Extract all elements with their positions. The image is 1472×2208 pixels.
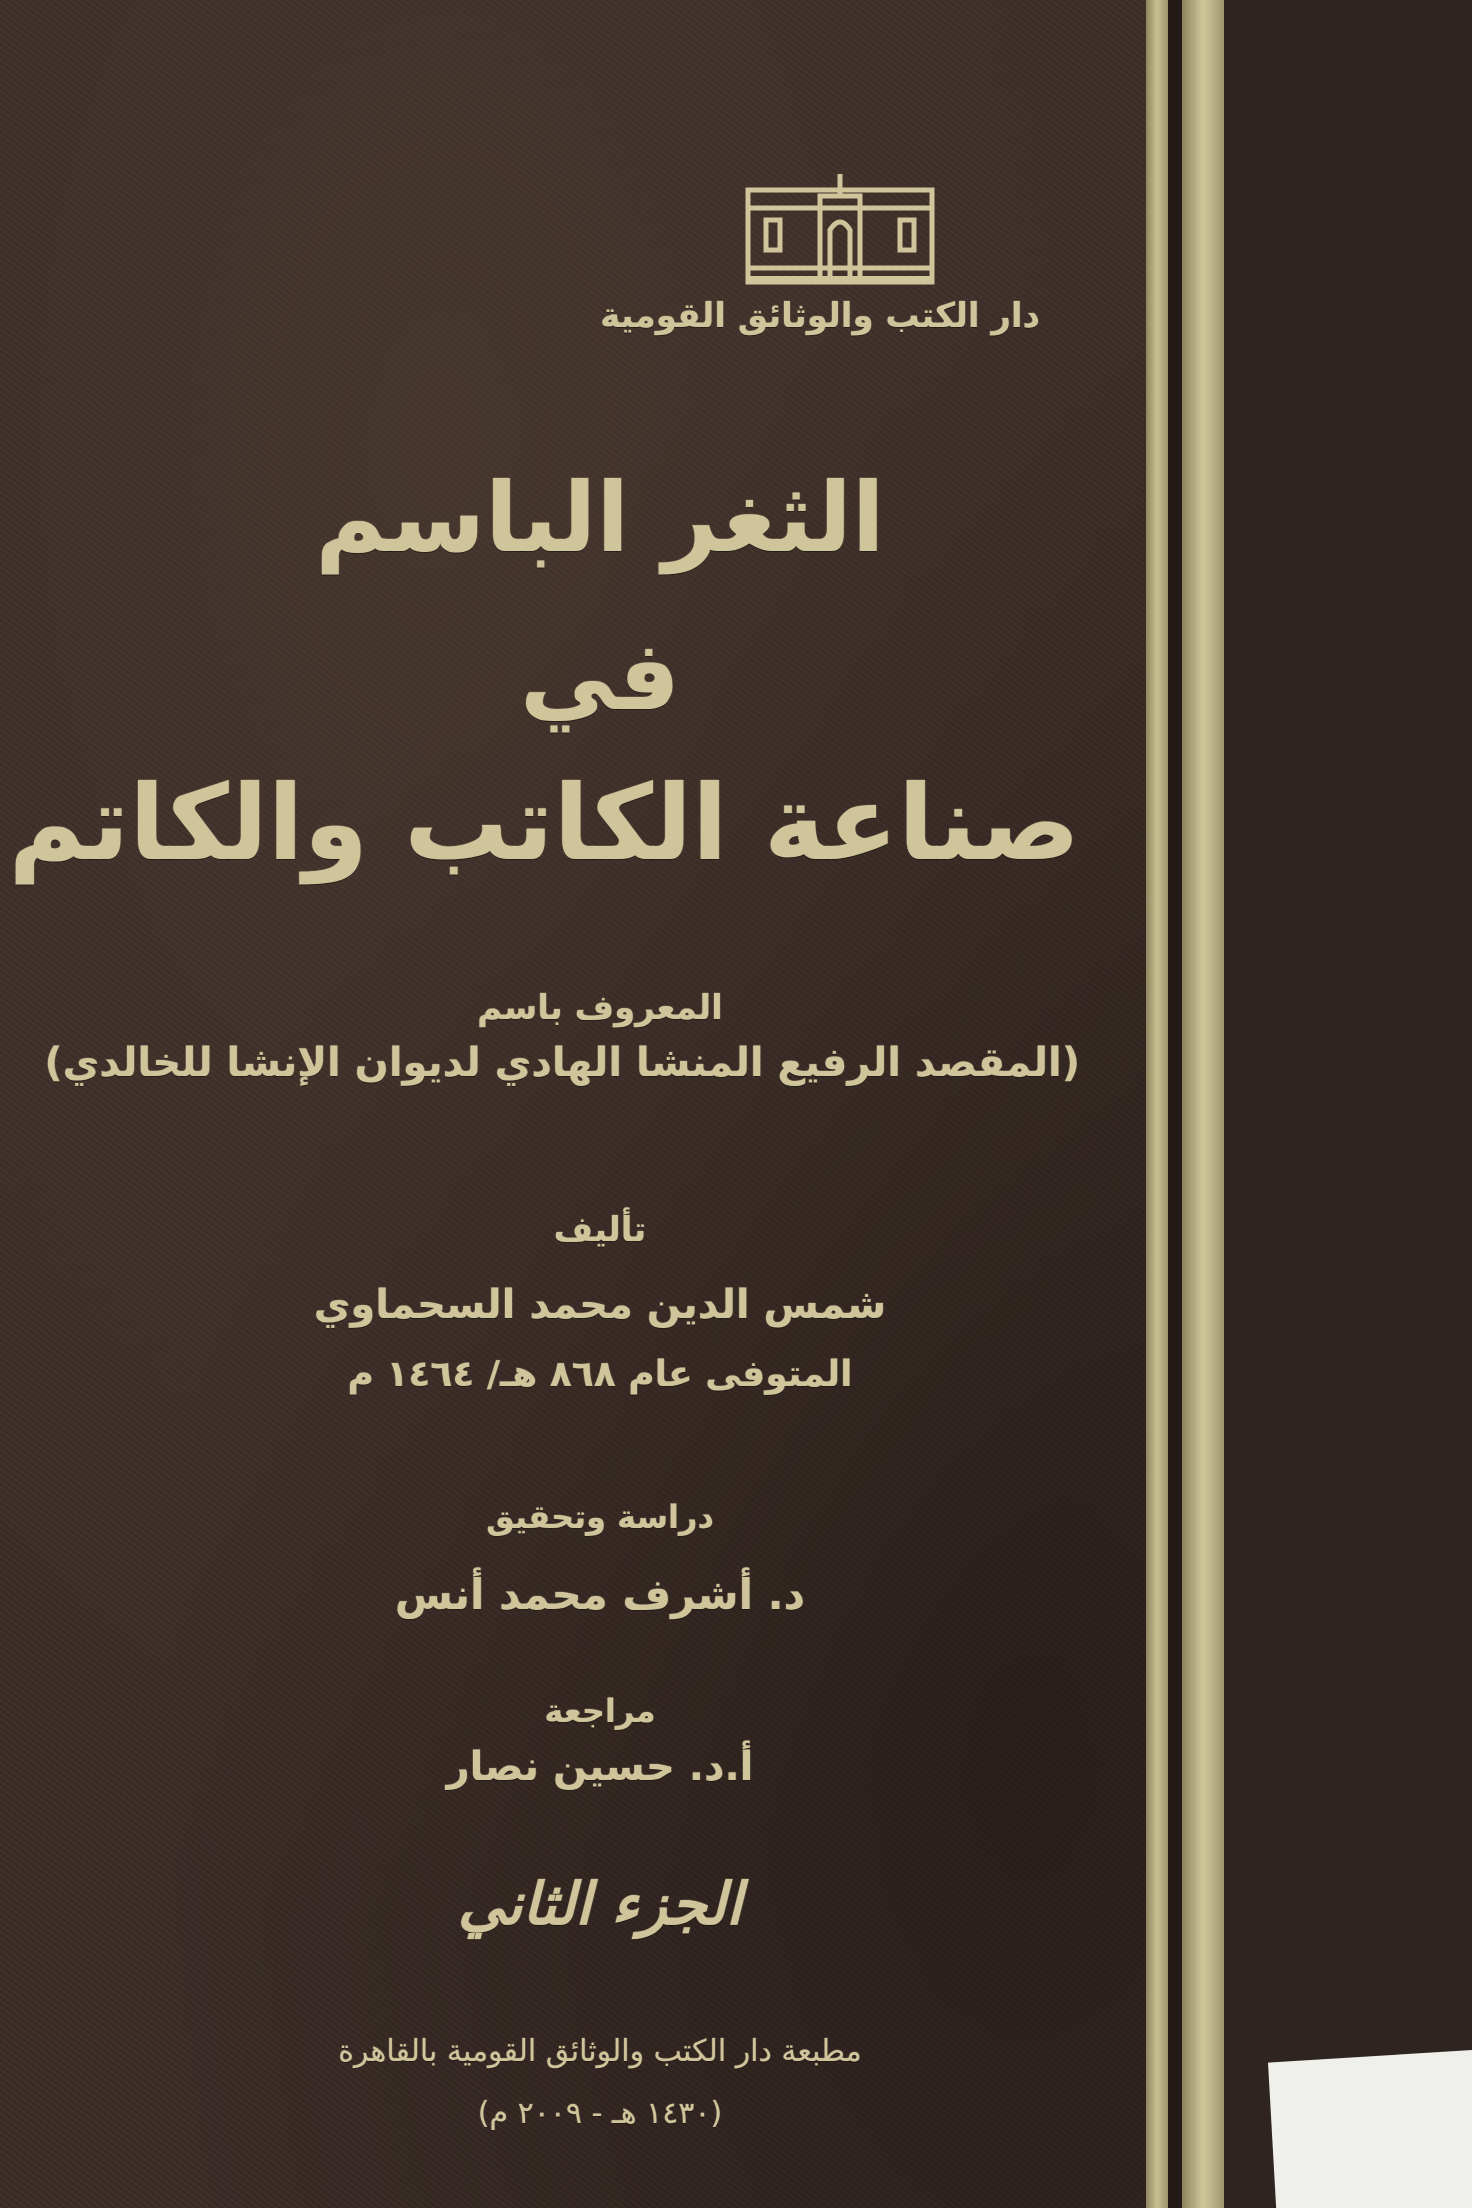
printer-name: مطبعة دار الكتب والوثائق القومية بالقاهرة — [338, 2034, 862, 2069]
study-and-edition-label: دراسة وتحقيق — [486, 1498, 714, 1536]
editor-name: د. أشرف محمد أنس — [394, 1570, 806, 1619]
publisher-name: دار الكتب والوثائق القومية — [600, 296, 1040, 336]
known-as-label: المعروف باسم — [477, 988, 723, 1028]
known-as-title: (المقصد الرفيع المنشا الهادي لديوان الإنشا للخالدي) — [44, 1040, 1080, 1086]
review-label: مراجعة — [544, 1692, 656, 1730]
library-building-icon — [742, 168, 938, 288]
author-death-date: المتوفى عام ٨٦٨ هـ/ ١٤٦٤ م — [347, 1354, 853, 1395]
volume-label: الجزء الثاني — [457, 1870, 743, 1938]
gold-stripe-right — [1182, 0, 1224, 2208]
reviewer-name: أ.د. حسين نصار — [446, 1744, 754, 1790]
library-label-sticker — [1268, 2050, 1472, 2208]
book-title-line-1: الثغر الباسم — [315, 462, 885, 574]
dark-stripe — [1168, 0, 1182, 2208]
print-date: (١٤٣٠ هـ - ٢٠٠٩ م) — [477, 2096, 723, 2131]
authorship-label: تأليف — [553, 1210, 647, 1250]
spine-area — [1224, 0, 1472, 2208]
gold-stripe-left — [1146, 0, 1168, 2208]
book-title-line-3: صناعة الكاتب والكاتم — [8, 762, 1080, 884]
author-name: شمس الدين محمد السحماوي — [313, 1282, 887, 1328]
book-title-line-2: في — [520, 620, 680, 732]
